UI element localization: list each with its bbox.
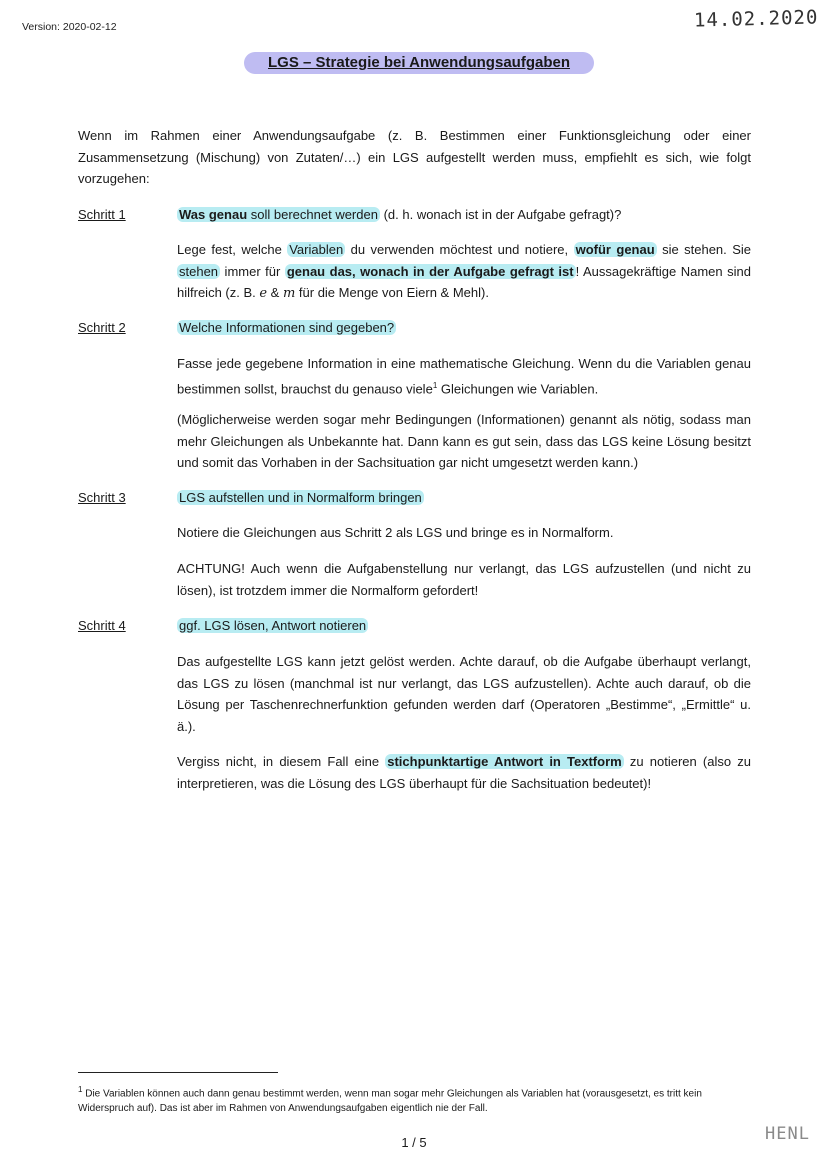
step-2-heading-text: Welche Informationen sind gegeben? (179, 320, 395, 335)
step-1-heading (177, 207, 751, 222)
text-run: sie stehen. Sie (656, 242, 751, 257)
step-4-paragraph-1: Das aufgestellte LGS kann jetzt gelöst werden. Achte darauf, ob die Aufgabe überhaupt verlangt, das LGS zu lösen (manchmal ist nur verlangt, das LGS aufzustellen). Achte auch darauf, ob die Lösung per Taschenrechnerfunktion gefunden werden darf (Operatoren „Bestimme“, „Ermittle“ u. ä.). (177, 654, 751, 734)
step-4-label: Schritt 4 (78, 618, 126, 633)
text-run: Fasse jede gegebene Information in eine mathematische Gleichung. Wenn du die Variablen genau bestimmen sollst, brauchst du genauso viele (177, 356, 751, 396)
text-run: für die Menge von Eiern & Mehl). (295, 285, 489, 300)
version-label: Version: 2020-02-12 (22, 21, 117, 33)
footnote-divider (78, 1072, 278, 1073)
step-1-heading-bold: Was genau (179, 207, 248, 222)
footnote-ref: 1 (432, 380, 438, 390)
highlight-stehen: stehen (179, 263, 219, 279)
handwritten-signature: HENL (765, 1124, 810, 1144)
step-2-paragraph-1 (177, 353, 751, 399)
text-run: immer für (220, 263, 285, 279)
step-3-heading (177, 490, 751, 505)
step-4-heading (177, 618, 751, 633)
footnote-mark: 1 (78, 1085, 83, 1094)
highlight-genau-das: genau das, wonach in der Aufgabe gefragt ist (286, 263, 574, 279)
page-title-text: LGS – Strategie bei Anwendungsaufgaben (268, 54, 570, 71)
footnote (78, 1082, 751, 1116)
step-3-paragraph-2: ACHTUNG! Auch wenn die Aufgabenstellung nur verlangt, das LGS aufzustellen (und nicht zu lösen), ist trotzdem immer die Normalform gefordert! (177, 561, 751, 598)
step-1-paragraph (177, 239, 751, 305)
page-title (244, 52, 594, 74)
text-run: du verwenden möchtest und notiere, (345, 242, 574, 257)
highlight-antwort: stichpunktartige Antwort in Textform (387, 754, 622, 769)
text-run: Gleichungen wie Variablen. (437, 380, 599, 396)
step-1-label: Schritt 1 (78, 207, 126, 222)
text-run: zu notieren (also zu interpretieren, was die Lösung des LGS überhaupt für die Sachsituation bedeutet)! (177, 754, 751, 791)
page-number: 1 / 5 (401, 1135, 427, 1150)
step-3-heading-text: LGS aufstellen und in Normalform bringen (179, 490, 422, 505)
highlight-wofuer-genau: wofür genau (575, 242, 655, 257)
handwritten-date: 14.02.2020 (693, 6, 819, 32)
text-run: & (267, 285, 283, 300)
text-run: Vergiss nicht, in diesem Fall eine (177, 754, 386, 769)
highlight-variablen: Variablen (289, 242, 344, 257)
step-3-label: Schritt 3 (78, 490, 126, 505)
step-1-heading-tail: (d. h. wonach ist in der Aufgabe gefragt)? (379, 207, 622, 222)
step-2-heading (177, 320, 751, 335)
step-1-heading-rest: soll berechnet werden (247, 207, 378, 222)
variable-e: e (259, 286, 268, 301)
intro-paragraph: Wenn im Rahmen einer Anwendungsaufgabe (z. B. Bestimmen einer Funktionsgleichung oder einer Zusammensetzung (Mischung) von Zutaten/…) ein LGS aufgestellt werden muss, empfiehlt es sich, wie folgt vorzugehen: (78, 128, 751, 186)
variable-m: m (282, 286, 296, 301)
text-run: ! Aussagekräftige Namen sind hilfreich (z. B. (177, 263, 751, 300)
step-4-paragraph-2 (177, 751, 751, 794)
step-2-label: Schritt 2 (78, 320, 126, 335)
text-run: Lege fest, welche (177, 242, 288, 257)
step-3-paragraph-1: Notiere die Gleichungen aus Schritt 2 als LGS und bringe es in Normalform. (177, 525, 614, 540)
step-4-heading-text: ggf. LGS lösen, Antwort notieren (179, 618, 367, 633)
footnote-text: Die Variablen können auch dann genau bestimmt werden, wenn man sogar mehr Gleichungen als Variablen hat (vorausgesetzt, es tritt kein Widerspruch auf). Das ist aber im Rahmen von Anwendungsaufgaben eigentlich nie der Fall. (78, 1088, 702, 1115)
step-2-paragraph-2: (Möglicherweise werden sogar mehr Bedingungen (Informationen) genannt als nötig, sodass man mehr Gleichungen als Unbekannte hat. Dann kann es gut sein, dass das LGS keine Lösung besitzt und somit das Vorhaben in der Sachsituation gar nicht umgesetzt werden kann.) (177, 412, 751, 470)
